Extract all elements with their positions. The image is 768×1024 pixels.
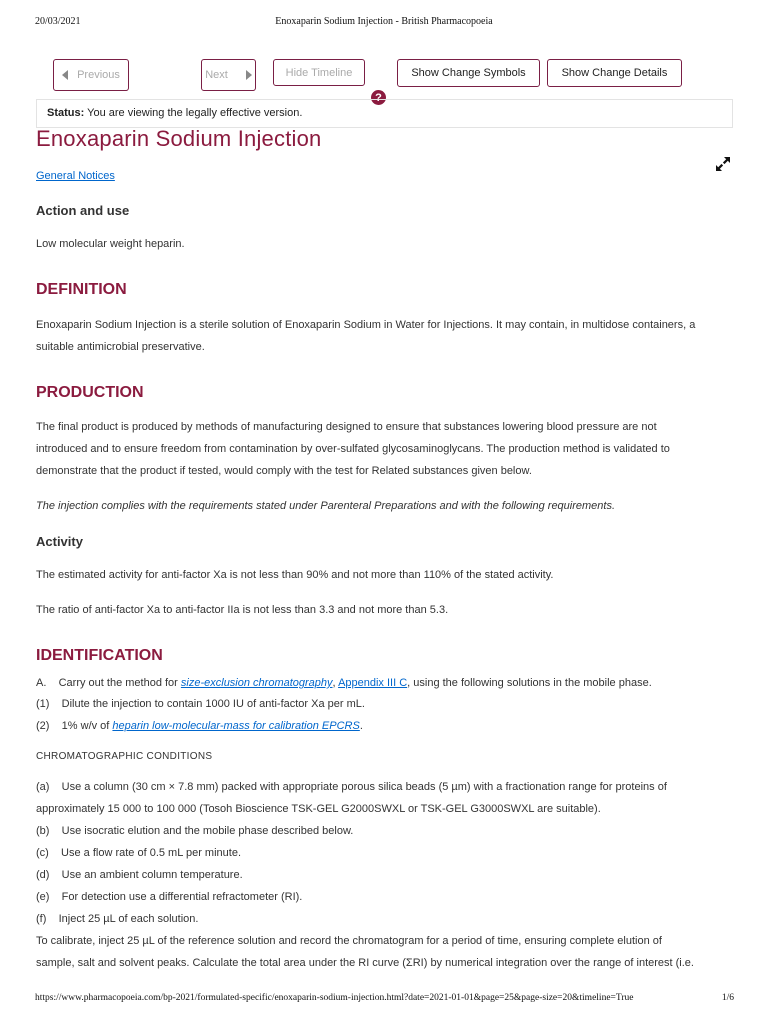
print-url: https://www.pharmacopoeia.com/bp-2021/formulated-specific/enoxaparin-sodium-injection.html?date=2021-01-01&page=25&page-size=20&timeline=True xyxy=(35,993,634,1003)
definition-heading: DEFINITION xyxy=(36,281,127,298)
condition-b: (b) Use isocratic elution and the mobile phase described below. xyxy=(36,825,354,837)
hide-timeline-label: Hide Timeline xyxy=(285,66,353,79)
condition-d: (d) Use an ambient column temperature. xyxy=(36,869,243,881)
condition-c: (c) Use a flow rate of 0.5 mL per minute. xyxy=(36,847,242,859)
condition-f: (f) Inject 25 µL of each solution. xyxy=(36,913,199,925)
identification-a-prefix: A. Carry out the method for xyxy=(36,677,181,689)
activity-line-1: The estimated activity for anti-factor Xa is not less than 90% and not more than 110% of the stated activity. xyxy=(36,569,554,581)
activity-heading: Activity xyxy=(36,534,83,549)
condition-e: (e) For detection use a differential refractometer (RI). xyxy=(36,891,303,903)
appendix-iii-c-link[interactable]: Appendix III C xyxy=(338,677,408,689)
identification-item-2-suffix: . xyxy=(359,720,363,732)
status-label: Status: xyxy=(47,107,85,119)
print-document-title: Enoxaparin Sodium Injection - British Pharmacopoeia xyxy=(275,16,493,27)
production-line-3: demonstrate that the product if tested, would comply with the test for Related substances given below. xyxy=(36,465,532,477)
condition-a-line-1: (a) Use a column (30 cm × 7.8 mm) packed with appropriate porous silica beads (5 µm) with a fractionation range for proteins of xyxy=(36,781,667,793)
production-heading: PRODUCTION xyxy=(36,384,144,401)
calibration-line-1: To calibrate, inject 25 µL of the reference solution and record the chromatogram for a period of time, ensuring complete elution of xyxy=(36,935,662,947)
hide-timeline-button[interactable] xyxy=(273,59,365,86)
identification-item-2-prefix: (2) 1% w/v of xyxy=(36,720,113,732)
production-line-2: introduced and to ensure freedom from contamination by over-sulfated glycosaminoglycans. The production method is validated to xyxy=(36,443,670,455)
status-text: You are viewing the legally effective version. xyxy=(87,107,303,119)
show-change-details-button[interactable] xyxy=(547,59,682,87)
activity-line-2: The ratio of anti-factor Xa to anti-factor IIa is not less than 3.3 and not more than 5.3. xyxy=(36,604,449,616)
arrow-left-icon xyxy=(62,70,68,80)
definition-line-2: suitable antimicrobial preservative. xyxy=(36,341,205,353)
definition-line-1: Enoxaparin Sodium Injection is a sterile solution of Enoxaparin Sodium in Water for Injections. It may contain, in multidose containers, a xyxy=(36,319,696,331)
show-change-details-label: Show Change Details xyxy=(561,67,668,79)
action-text: Low molecular weight heparin. xyxy=(36,238,185,250)
show-change-symbols-button[interactable] xyxy=(397,59,540,87)
calibration-line-2: sample, salt and solvent peaks. Calculate the total area under the RI curve (ΣRI) by numerical integration over the range of interest (i.e. xyxy=(36,957,694,969)
show-change-symbols-label: Show Change Symbols xyxy=(411,67,526,79)
next-label: Next xyxy=(205,69,228,81)
identification-item-2 xyxy=(36,715,736,737)
size-exclusion-chromatography-link[interactable]: size-exclusion chromatography xyxy=(180,677,333,689)
chromatographic-conditions-heading: CHROMATOGRAPHIC CONDITIONS xyxy=(36,751,213,762)
print-date: 20/03/2021 xyxy=(35,16,81,27)
condition-a-line-2: approximately 15 000 to 100 000 (Tosoh Bioscience TSK-GEL G2000SWXL or TSK-GEL G3000SWXL are suitable). xyxy=(36,803,601,815)
page-title: Enoxaparin Sodium Injection xyxy=(36,126,322,151)
identification-a-sep: , xyxy=(332,677,339,689)
status-box xyxy=(36,99,733,128)
print-page-count: 1/6 xyxy=(721,993,734,1003)
identification-heading: IDENTIFICATION xyxy=(36,647,163,664)
previous-label: Previous xyxy=(77,69,120,81)
identification-a xyxy=(36,672,736,694)
production-line-1: The final product is produced by methods of manufacturing designed to ensure that substances lowering blood pressure are not xyxy=(36,421,657,433)
next-button[interactable] xyxy=(201,59,256,91)
heparin-calibration-link[interactable]: heparin low-molecular-mass for calibration EPCRS xyxy=(112,720,360,732)
production-italic: The injection complies with the requirements stated under Parenteral Preparations and with the following requirements. xyxy=(36,500,616,512)
help-glyph: ? xyxy=(375,91,382,104)
general-notices-link[interactable]: General Notices xyxy=(36,170,115,182)
expand-icon[interactable] xyxy=(714,155,732,173)
arrow-right-icon xyxy=(246,70,252,80)
previous-button[interactable] xyxy=(53,59,129,91)
identification-a-suffix: , using the following solutions in the mobile phase. xyxy=(407,677,652,689)
action-heading: Action and use xyxy=(36,203,130,218)
identification-item-1: (1) Dilute the injection to contain 1000 IU of anti-factor Xa per mL. xyxy=(36,698,365,710)
